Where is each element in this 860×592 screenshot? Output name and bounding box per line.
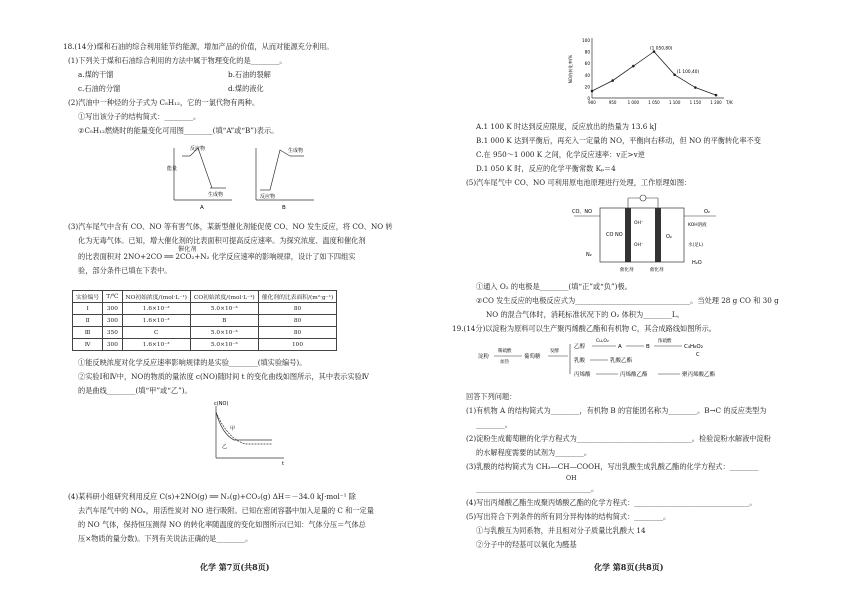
q18-4b: 去汽车尾气中的 NOₓ，用活性炭对 NO 进行吸附。已知在密闭容器中加入足量的 C 和一定量 bbox=[78, 506, 374, 515]
cno-xlabel: t bbox=[282, 461, 284, 466]
table-cell: 350 bbox=[103, 327, 122, 339]
route-cond1b: 加热 bbox=[500, 360, 509, 365]
left-footer: 化学 第7页(共8页) bbox=[200, 562, 270, 572]
cell-catalyst-left: 催化剂 bbox=[620, 268, 634, 273]
data-point bbox=[694, 86, 697, 89]
data-point bbox=[591, 90, 594, 93]
x-axis-label: T/K bbox=[726, 100, 733, 105]
table-cell: 300 bbox=[103, 339, 122, 351]
option-A: A.1 100 K 时达到反应限度，反应放出的热量为 13.6 kJ bbox=[476, 122, 657, 131]
route-glucose: 葡萄糖 bbox=[524, 354, 541, 360]
table-cell: 1.6×10⁻³ bbox=[122, 303, 190, 315]
table-row bbox=[73, 339, 337, 351]
table-cell: Ⅱ bbox=[73, 315, 103, 327]
table-cell: 5.0×10⁻³ bbox=[190, 339, 258, 351]
cell-out-right-top: KOH溶液 bbox=[688, 223, 707, 228]
table-cell: 80 bbox=[258, 327, 337, 339]
x-tick-label: 1 200 bbox=[710, 100, 722, 105]
q18-4a: (4)某科研小组研究利用反应 C(s)+2NO(g) ══ N₂(g)+CO₂(g) ΔH＝－34.0 kJ·mol⁻¹ 除 bbox=[68, 492, 356, 501]
q18-4d: 压×物质的量分数)。下列有关说法正确的是________。 bbox=[78, 534, 253, 543]
synthesis-route bbox=[468, 336, 768, 382]
cell-catalyst-right: 催化剂 bbox=[650, 268, 664, 273]
q5c: NO 的混合气体时，消耗标准状况下的 O₂ 体积为________L。 bbox=[486, 310, 684, 319]
table-cell: Ⅳ bbox=[73, 339, 103, 351]
cell-out-left: N₂ bbox=[586, 252, 592, 258]
x-tick-label: 950 bbox=[608, 100, 617, 105]
route-cond1: 稀硫酸 bbox=[498, 349, 512, 354]
table-header: 催化剂的比表面积/(m²·g⁻¹) bbox=[258, 291, 337, 303]
annotation-second: (1 100,40) bbox=[676, 69, 700, 75]
table-cell: Ⅰ bbox=[73, 303, 103, 315]
q19-4: (4)写出丙烯酸乙酯生成聚丙烯酸乙酯的化学方程式：________________________________。 bbox=[466, 498, 757, 507]
right-footer: 化学 第8页(共8页) bbox=[594, 562, 664, 572]
data-point bbox=[632, 65, 635, 68]
option-B: B.1 000 K 达到平衡后，再充入一定量的 NO，平衡向右移动，但 NO 的平衡转化率不变 bbox=[476, 136, 761, 145]
data-point bbox=[611, 79, 614, 82]
q18-3f: ②实验Ⅰ和Ⅳ中，NO的物质的量浓度 c(NO)随时间 t 的变化曲线如图所示，其中表示实验Ⅳ bbox=[78, 372, 369, 381]
energy-a-ylabel: 能量 bbox=[167, 166, 178, 172]
q19-3-oh: OH bbox=[566, 475, 577, 482]
table-header: NO初始浓度/(mol·L⁻¹) bbox=[122, 291, 190, 303]
x-tick-label: 1 150 bbox=[689, 100, 702, 105]
table-cell: 300 bbox=[103, 315, 122, 327]
cno-ylabel: c(NO) bbox=[214, 401, 229, 407]
q18-2: (2)汽油中一种烃的分子式为 C₅H₁₂，它的一氯代物有两种。 bbox=[68, 98, 260, 107]
cell-right-box: O₂ bbox=[666, 234, 672, 240]
route-a: A bbox=[618, 344, 622, 350]
option-b: b.石油的裂解 bbox=[228, 70, 271, 79]
q18-3g: 的是曲线________(填“甲”或“乙”)。 bbox=[78, 386, 192, 395]
cell-out-right: 水(足L) bbox=[688, 243, 704, 248]
cell-in-right: O₂ bbox=[704, 209, 710, 215]
y-tick-label: 0 bbox=[587, 96, 590, 101]
experiment-table bbox=[72, 290, 337, 351]
table-row bbox=[73, 315, 337, 327]
annotation-peak: (1 050,80) bbox=[650, 46, 673, 52]
table-row bbox=[73, 327, 337, 339]
route-c2: C bbox=[696, 352, 700, 358]
option-a: a.煤的干馏 bbox=[78, 70, 114, 79]
option-d: d.煤的液化 bbox=[228, 84, 264, 93]
y-tick-label: 100 bbox=[582, 38, 590, 43]
energy-b-label: B bbox=[282, 205, 286, 211]
q18-3a: (3)汽车尾气中含有 CO、NO 等有害气体，某新型催化剂能促使 CO、NO 发生反应，将 CO、NO 转 bbox=[68, 222, 393, 231]
energy-a-label: A bbox=[200, 205, 204, 211]
table-cell: 5.0×10⁻³ bbox=[190, 303, 258, 315]
route-cond2: 发酵 bbox=[550, 349, 559, 354]
route-poly: 聚丙烯酸乙酯 bbox=[682, 372, 716, 378]
fuel-cell-diagram bbox=[570, 194, 720, 274]
route-acrylic: 丙烯酸 bbox=[574, 372, 591, 378]
table-cell: 5.0×10⁻³ bbox=[190, 327, 258, 339]
q18-3c: 的比表面积对 2NO+2CO ══ 2CO₂+N₂ 化学反应速率的影响规律，设计了如下四组实 bbox=[78, 252, 356, 261]
catalyst-label: 催化剂 bbox=[178, 246, 197, 253]
table-cell: 1.6×10⁻³ bbox=[122, 315, 190, 327]
cell-ion-1: OH⁻ bbox=[634, 221, 644, 226]
energy-b-reactant: 反应物 bbox=[260, 194, 276, 200]
option-D: D.1 050 K 时，反应的化学平衡常数 Kₚ＝4 bbox=[476, 164, 616, 173]
table-cell: C bbox=[122, 327, 190, 339]
energy-b-product: 生成物 bbox=[288, 148, 304, 154]
route-starch: 淀粉 bbox=[478, 354, 490, 360]
option-C: C.在 950～1 000 K 之间，化学反应速率：v正>v逆 bbox=[476, 150, 645, 159]
table-header: 实验编号 bbox=[73, 291, 103, 303]
q19-5b: ②分子中的羟基可以氧化为醛基 bbox=[476, 540, 577, 549]
cell-in-left: CO、NO bbox=[572, 209, 593, 215]
cell-left-box: CO NO bbox=[606, 232, 623, 238]
route-b: B bbox=[646, 344, 650, 350]
q18-title: 18.(14分)煤和石油的综合利用能节约能源，增加产品的价值，从而对能源充分利用。 bbox=[63, 42, 334, 51]
q19-2: (2)淀粉生成葡萄糖的化学方程式为________________________________。检验淀粉水解液中淀粉 bbox=[466, 434, 771, 443]
table-header: T/℃ bbox=[103, 291, 122, 303]
energy-a-product: 生成物 bbox=[208, 192, 224, 198]
route-acryl-ester: 丙烯酸乙酯 bbox=[620, 372, 648, 378]
energy-a-reactant: 反应物 bbox=[190, 146, 206, 152]
q19-3: (3)乳酸的结构简式为 CH₃—CH—COOH，写出乳酸生成乳酸乙酯的化学方程式：________ bbox=[466, 462, 759, 471]
energy-diagram-b bbox=[248, 142, 318, 212]
conversion-chart bbox=[566, 34, 736, 112]
table-cell: 300 bbox=[103, 303, 122, 315]
table-cell: 80 bbox=[258, 303, 337, 315]
table-cell: Ⅲ bbox=[73, 327, 103, 339]
q19-2b: 的水解程度需要的试剂为________。 bbox=[476, 448, 592, 457]
x-tick-label: 900 bbox=[588, 100, 596, 105]
data-point bbox=[673, 74, 676, 77]
route-reagent1: Cu,O₂ bbox=[596, 339, 609, 344]
q18-1: (1)下列关于煤和石油综合利用的方法中属于物理变化的是________。 bbox=[68, 56, 287, 65]
q18-3b: 化为无毒气体。已知，增大催化剂的比表面积可提高反应速率。为探究浓度、温度和催化剂 bbox=[78, 236, 366, 245]
y-tick-label: 20 bbox=[584, 84, 590, 90]
table-cell: 80 bbox=[258, 315, 337, 327]
route-lactic-ethyl: 乳酸乙酯 bbox=[610, 358, 633, 364]
table-cell: 1.6×10⁻³ bbox=[122, 339, 190, 351]
route-lactic: 乳酸 bbox=[574, 358, 586, 364]
y-tick-label: 40 bbox=[584, 72, 590, 78]
q5a: ①通入 O₂ 的电极是________(填“正”或“负”)极。 bbox=[476, 282, 632, 291]
route-c3: 浓硫酸 bbox=[658, 339, 672, 344]
q5-title: (5)汽车尾气中 CO、NO 可利用原电池原理进行处理，工作原理如图： bbox=[466, 178, 692, 187]
y-tick-label: 60 bbox=[584, 61, 590, 67]
q19-5a: ①与乳酸互为同系物，并且相对分子质量比乳酸大 14 bbox=[476, 526, 646, 535]
x-tick-label: 1 100 bbox=[668, 100, 681, 105]
q19-3b: ________________________________。 bbox=[476, 484, 599, 493]
q19-1: (1)有机物 A 的结构简式为________，有机物 B 的官能团名称为________。B→C 的反应类型为 bbox=[466, 406, 767, 415]
q18-3d: 验，部分条件已填在下表中。 bbox=[78, 266, 172, 275]
q19-title: 19.(14分)以淀粉为原料可以生产聚丙烯酸乙酯和有机物 C，其合成路线如图所示。 bbox=[452, 324, 716, 333]
y-tick-label: 80 bbox=[584, 49, 590, 55]
route-c: C₄H₈O₂ bbox=[684, 344, 703, 350]
route-ethanol: 乙醇 bbox=[574, 344, 586, 350]
q18-4c: 的 NO 气体，保持恒压测得 NO 的转化率随温度的变化如图所示(已知：气体分压＝气体总 bbox=[78, 520, 366, 529]
q18-3e: ①能反映浓度对化学反应速率影响规律的是实验________(填实验编号)。 bbox=[78, 358, 307, 367]
energy-diagram-a bbox=[166, 142, 236, 212]
table-cell: B bbox=[190, 315, 258, 327]
cell-out-h2o: H₂O bbox=[692, 260, 702, 266]
cell-ion-2: OH⁻ bbox=[634, 243, 644, 248]
q19-0: 回答下列问题： bbox=[466, 392, 517, 401]
q5b: ②CO 发生反应的电极反应式为________________________________。当处理 28 g CO 和 30 g bbox=[476, 296, 779, 305]
data-point bbox=[715, 94, 718, 97]
table-header-row bbox=[73, 291, 337, 303]
option-c: c.石油的分馏 bbox=[78, 84, 121, 93]
y-axis-label: NO的转化率/% bbox=[568, 54, 573, 84]
cno-curve2-label: 乙 bbox=[222, 444, 228, 450]
table-row bbox=[73, 303, 337, 315]
table-header: CO初始浓度/(mol·L⁻¹) bbox=[190, 291, 258, 303]
q19-5: (5)写出符合下列条件的所有同分异构体的结构简式：________。 bbox=[466, 512, 671, 521]
cno-curve1-label: 甲 bbox=[230, 426, 236, 432]
table-cell: 100 bbox=[258, 339, 337, 351]
q19-1b: ________。 bbox=[476, 420, 512, 429]
x-tick-label: 1 000 bbox=[627, 100, 640, 105]
cno-time-plot bbox=[208, 400, 288, 466]
x-tick-label: 1 050 bbox=[648, 100, 660, 105]
q18-2b: ②C₅H₁₂燃烧时的能量变化可用图________(填“A”或“B”)表示。 bbox=[78, 126, 279, 135]
q18-2a: ①写出该分子的结构简式：________。 bbox=[78, 112, 201, 121]
